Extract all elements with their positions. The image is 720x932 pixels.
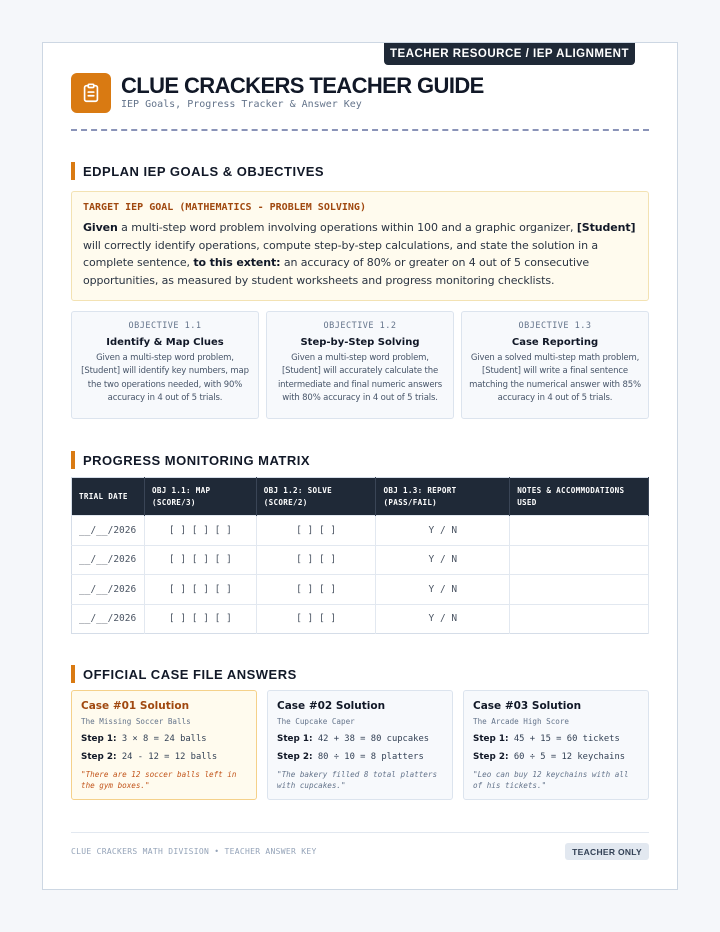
resource-tab: TEACHER RESOURCE / IEP ALIGNMENT [384, 43, 635, 65]
case-card [463, 690, 649, 800]
clipboard-icon [71, 73, 111, 113]
step-value: 42 + 38 = 80 cupcakes [317, 734, 430, 744]
case-subtitle: The Missing Soccer Balls [81, 717, 191, 726]
step-value: 3 × 8 = 24 balls [121, 734, 207, 744]
table-header-row [72, 478, 649, 516]
section-title: PROGRESS MONITORING MATRIX [83, 452, 311, 468]
goal-text-part1: a multi-step word problem involving operations within 100 and a graphic organizer, [117, 221, 577, 234]
objective-title: Case Reporting [511, 337, 599, 348]
goal-text-part3: an accuracy of 80% or greater on 4 out of 5 consecutive opportunities, as measured by student worksheets and progress monitoring checklists. [83, 256, 590, 287]
footer-divider [71, 832, 649, 833]
step-label: Step 2: [81, 752, 117, 762]
document-page [42, 42, 678, 890]
footer-text: CLUE CRACKERS MATH DIVISION • TEACHER ANSWER KEY [71, 847, 317, 856]
header [71, 73, 649, 129]
target-goal-label: TARGET IEP GOAL (MATHEMATICS - PROBLEM SOLVING) [83, 202, 366, 213]
objective-kicker: OBJECTIVE 1.1 [128, 321, 202, 331]
target-goal-text [83, 219, 637, 289]
case-step-1 [277, 734, 443, 744]
target-goal-box [71, 191, 649, 301]
step-value: 24 - 12 = 12 balls [121, 752, 218, 762]
obj-1-2-checkboxes[interactable]: [ ] [ ] [256, 545, 376, 575]
case-answer-quote: "There are 12 soccer balls left in the gym boxes." [81, 770, 237, 790]
objective-text: Given a multi-step word problem, [Student] will accurately calculate the intermediate and final numeric answers with 80% accuracy in 4 out of 5 trials. [277, 353, 443, 404]
objective-kicker: OBJECTIVE 1.3 [518, 321, 592, 331]
section-title: OFFICIAL CASE FILE ANSWERS [83, 666, 297, 682]
objective-kicker: OBJECTIVE 1.2 [323, 321, 397, 331]
obj-1-1-checkboxes[interactable]: [ ] [ ] [ ] [144, 516, 256, 546]
obj-1-2-checkboxes[interactable]: [ ] [ ] [256, 516, 376, 546]
section-accent-bar [71, 451, 75, 469]
objective-text: Given a multi-step word problem, [Student] will identify key numbers, map the two operations needed, with 90% accuracy in 4 out of 5 trials. [81, 353, 249, 404]
obj-1-2-checkboxes[interactable]: [ ] [ ] [256, 604, 376, 634]
step-label: Step 1: [81, 734, 117, 744]
objective-title: Step-by-Step Solving [300, 337, 420, 348]
case-title: Case #03 Solution [473, 700, 582, 712]
case-card [267, 690, 453, 800]
objective-card [266, 311, 454, 419]
obj-1-1-checkboxes[interactable]: [ ] [ ] [ ] [144, 604, 256, 634]
section-heading-answers [71, 665, 297, 683]
progress-matrix-table [71, 477, 649, 634]
table-row [72, 545, 649, 575]
goal-text-part2: will correctly identify operations, compute step-by-step calculations, and state the solution in a complete sentence, [83, 238, 599, 269]
notes-cell[interactable] [510, 604, 649, 634]
case-subtitle: The Cupcake Caper [277, 717, 355, 726]
objective-card [461, 311, 649, 419]
step-value: 45 + 15 = 60 tickets [513, 734, 620, 744]
case-answers-row [71, 690, 649, 800]
obj-1-3-pass-fail[interactable]: Y / N [376, 545, 510, 575]
obj-1-1-checkboxes[interactable]: [ ] [ ] [ ] [144, 575, 256, 605]
case-step-1 [81, 734, 247, 744]
notes-cell[interactable] [510, 516, 649, 546]
objective-title: Identify & Map Clues [106, 337, 224, 348]
objectives-row [71, 311, 649, 419]
obj-1-2-checkboxes[interactable]: [ ] [ ] [256, 575, 376, 605]
column-header: OBJ 1.1: MAP (SCORE/3) [144, 478, 256, 516]
section-accent-bar [71, 162, 75, 180]
case-answer-quote: "Leo can buy 12 keychains with all of his tickets." [473, 770, 629, 790]
objective-text: Given a solved multi-step math problem, [Student] will write a final sentence matching the numerical answer with 85% accuracy in 4 out of 5 trials. [469, 353, 641, 404]
case-step-2 [81, 752, 247, 762]
trial-date-cell[interactable]: __/__/2026 [72, 545, 145, 575]
trial-date-cell[interactable]: __/__/2026 [72, 575, 145, 605]
column-header: NOTES & ACCOMMODATIONS USED [510, 478, 649, 516]
section-accent-bar [71, 665, 75, 683]
table-row [72, 604, 649, 634]
step-label: Step 1: [277, 734, 313, 744]
step-label: Step 2: [473, 752, 509, 762]
extent-label: to this extent: [193, 256, 281, 269]
table-row [72, 516, 649, 546]
column-header: OBJ 1.2: SOLVE (SCORE/2) [256, 478, 376, 516]
obj-1-3-pass-fail[interactable]: Y / N [376, 516, 510, 546]
case-title: Case #01 Solution [81, 700, 190, 712]
column-header: OBJ 1.3: REPORT (PASS/FAIL) [376, 478, 510, 516]
column-header: TRIAL DATE [72, 478, 145, 516]
obj-1-1-checkboxes[interactable]: [ ] [ ] [ ] [144, 545, 256, 575]
case-subtitle: The Arcade High Score [473, 717, 570, 726]
section-heading-goals [71, 162, 324, 180]
case-step-1 [473, 734, 639, 744]
section-heading-matrix [71, 451, 310, 469]
section-title: EDPLAN IEP GOALS & OBJECTIVES [83, 163, 325, 179]
student-placeholder: [Student] [576, 221, 636, 234]
case-answer-quote: "The bakery filled 8 total platters with cupcakes." [277, 770, 438, 790]
step-label: Step 1: [473, 734, 509, 744]
case-step-2 [277, 752, 443, 762]
case-card [71, 690, 257, 800]
notes-cell[interactable] [510, 575, 649, 605]
step-label: Step 2: [277, 752, 313, 762]
step-value: 80 ÷ 10 = 8 platters [317, 752, 424, 762]
trial-date-cell[interactable]: __/__/2026 [72, 516, 145, 546]
obj-1-3-pass-fail[interactable]: Y / N [376, 604, 510, 634]
case-title: Case #02 Solution [277, 700, 386, 712]
step-value: 60 ÷ 5 = 12 keychains [513, 752, 626, 762]
given-word: Given [83, 221, 118, 234]
header-divider [71, 129, 649, 131]
table-row [72, 575, 649, 605]
page-title: CLUE CRACKERS TEACHER GUIDE [121, 73, 484, 98]
teacher-only-badge: TEACHER ONLY [565, 843, 649, 860]
notes-cell[interactable] [510, 545, 649, 575]
objective-card [71, 311, 259, 419]
trial-date-cell[interactable]: __/__/2026 [72, 604, 145, 634]
obj-1-3-pass-fail[interactable]: Y / N [376, 575, 510, 605]
case-step-2 [473, 752, 639, 762]
page-subtitle: IEP Goals, Progress Tracker & Answer Key [121, 99, 362, 110]
